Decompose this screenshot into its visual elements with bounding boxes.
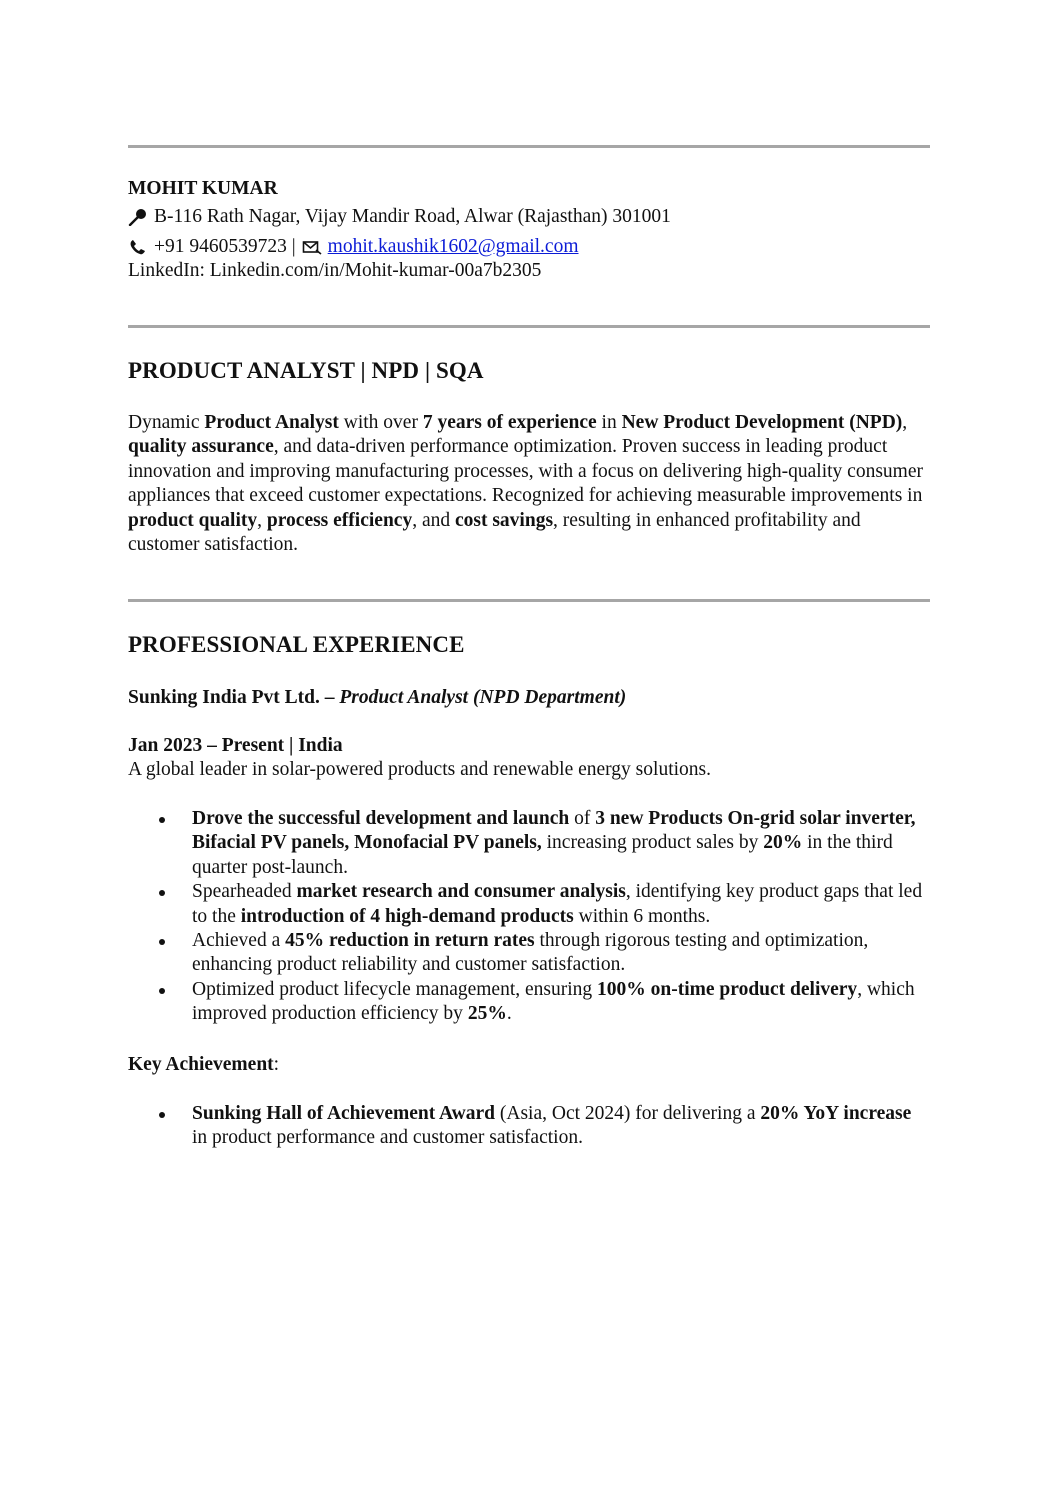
company-line [128, 686, 626, 710]
achievement-bullets [128, 1102, 930, 1151]
experience-heading: PROFESSIONAL EXPERIENCE [128, 632, 465, 657]
bullet-icon [159, 890, 165, 896]
company-name: Sunking India Pvt Ltd. – [128, 687, 340, 708]
phone-icon [128, 238, 148, 256]
summary-heading: PRODUCT ANALYST | NPD | SQA [128, 358, 484, 383]
candidate-name: MOHIT KUMAR [128, 178, 278, 199]
bullet-icon [159, 817, 165, 823]
divider [128, 145, 930, 148]
job-role: Product Analyst (NPD Department) [339, 687, 627, 708]
bullet-icon [159, 988, 165, 994]
experience-bullets [128, 807, 930, 1027]
linkedin-line: LinkedIn: Linkedin.com/in/Mohit-kumar-00a7b2305 [128, 260, 542, 281]
envelope-icon [302, 238, 322, 256]
pin-icon [128, 208, 148, 226]
job-period: Jan 2023 – Present | India [128, 735, 343, 756]
phone-email-line [128, 235, 579, 259]
address-line [128, 205, 671, 229]
list-item: Optimized product lifecycle management, ensuring 100% on-time product delivery, which improved production efficiency by 25%. [128, 978, 930, 1027]
list-item: Sunking Hall of Achievement Award (Asia, Oct 2024) for delivering a 20% YoY increase in product performance and customer satisfaction. [128, 1102, 930, 1151]
divider [128, 599, 930, 602]
email-link[interactable]: mohit.kaushik1602@gmail.com [327, 236, 579, 257]
list-item: Spearheaded market research and consumer analysis, identifying key product gaps that led to the introduction of 4 high-demand products within 6 months. [128, 880, 930, 929]
list-item: Drove the successful development and launch of 3 new Products On-grid solar inverter, Bifacial PV panels, Monofacial PV panels, increasing product sales by 20% in the third quarter post-launch. [128, 807, 930, 880]
company-description: A global leader in solar-powered products and renewable energy solutions. [128, 759, 711, 780]
key-achievement-label: Key Achievement: [128, 1054, 280, 1075]
summary-paragraph: Dynamic Product Analyst with over 7 years of experience in New Product Development (NPD), quality assurance, and data-driven performance optimization. Proven success in leading product innovation and improving manufacturing processes, with a focus on delivering high-quality consumer appliances that exceed customer expectations. Recognized for achieving measurable improvements in product quality, process efficiency, and cost savings, resulting in enhanced profitability and customer satisfaction. [128, 412, 923, 556]
bullet-icon [159, 939, 165, 945]
bullet-icon [159, 1112, 165, 1118]
divider [128, 325, 930, 328]
address-text: B-116 Rath Nagar, Vijay Mandir Road, Alwar (Rajasthan) 301001 [154, 206, 671, 227]
list-item: Achieved a 45% reduction in return rates through rigorous testing and optimization, enhancing product reliability and customer satisfaction. [128, 929, 930, 978]
phone-text: +91 9460539723 | [154, 236, 296, 257]
